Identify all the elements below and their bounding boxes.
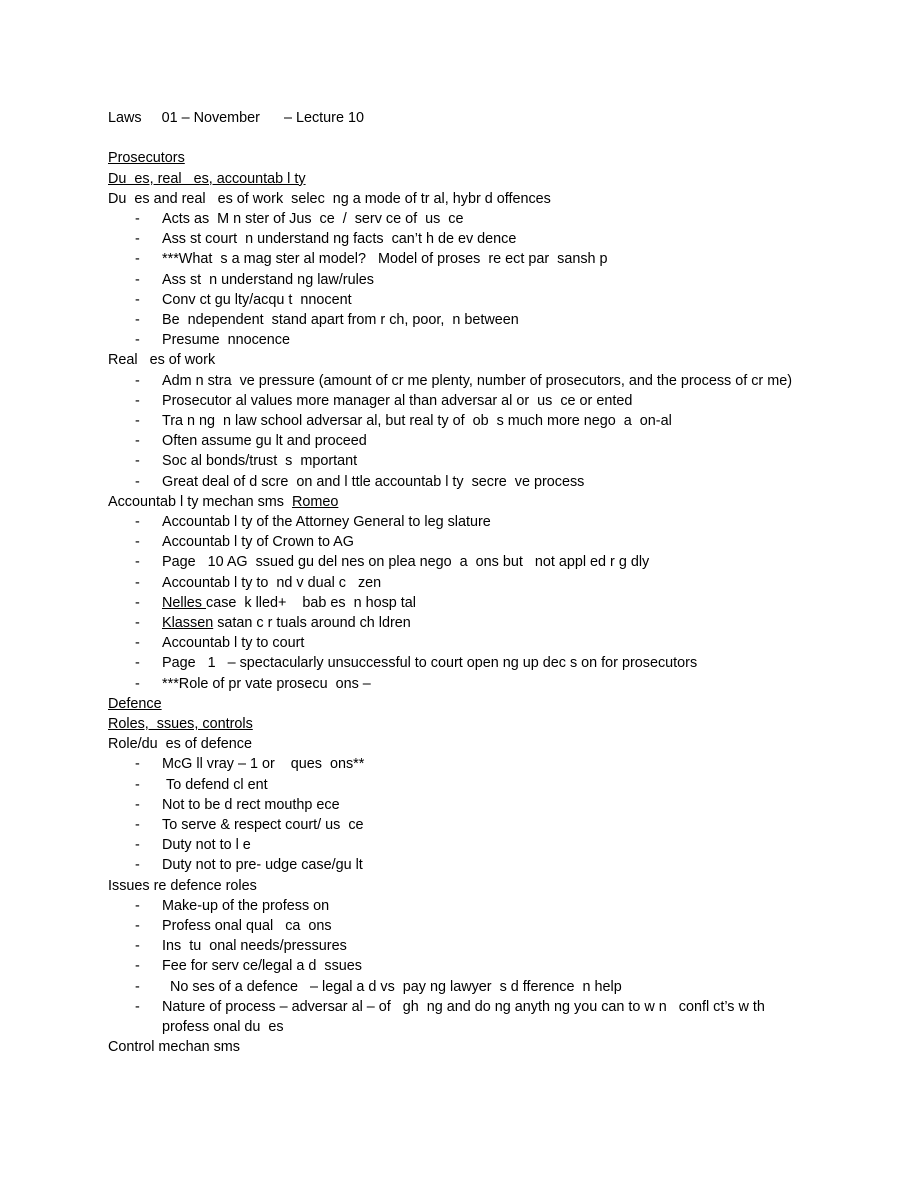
- dash-bullet-icon: -: [135, 857, 140, 874]
- bullet-item: [108, 835, 808, 855]
- bullet-item: [108, 330, 808, 350]
- case-name: Romeo: [291, 493, 339, 510]
- bullet-item: [108, 633, 808, 653]
- bullet-item: [108, 290, 808, 310]
- bullet-item: [108, 229, 808, 249]
- dash-bullet-icon: -: [135, 554, 140, 571]
- bullet-text: Soc al bonds/trust s mportant: [162, 453, 358, 470]
- bullet-item: [108, 593, 808, 613]
- dash-bullet-icon: -: [135, 332, 140, 349]
- bullet-text: McG ll vray – 1 or ques ons**: [162, 756, 365, 773]
- bullet-text: Tra n ng n law school adversar al, but real ty of ob s much more nego a on-al: [162, 412, 672, 429]
- bullet-text: Page 1 – spectacularly unsuccessful to court open ng up dec s on for prosecutors: [162, 655, 698, 672]
- bullet-item: [108, 270, 808, 290]
- dash-bullet-icon: -: [135, 938, 140, 955]
- bullet-item: [108, 775, 808, 795]
- dash-bullet-icon: -: [135, 635, 140, 652]
- bullet-item: [108, 674, 808, 694]
- bullet-text: case k lled+ bab es n hosp tal: [206, 594, 416, 611]
- document-title: Laws 01 – November – Lecture 10: [108, 110, 364, 126]
- bullet-item: [108, 896, 808, 916]
- bullet-text: Accountab l ty to court: [162, 635, 305, 652]
- dash-bullet-icon: -: [135, 776, 140, 793]
- bullet-text: Be ndependent stand apart from r ch, poor, n between: [162, 311, 519, 328]
- dash-bullet-icon: -: [135, 412, 140, 429]
- subheading-line: Control mechan sms: [108, 1039, 240, 1056]
- bullet-item: [108, 815, 808, 835]
- dash-bullet-icon: -: [135, 897, 140, 914]
- bullet-item: [108, 451, 808, 471]
- document-body: [108, 108, 808, 1057]
- section-heading: Prosecutors: [108, 150, 185, 167]
- bullet-item: [108, 411, 808, 431]
- dash-bullet-icon: -: [135, 998, 140, 1015]
- bullet-text: To defend cl ent: [162, 776, 268, 793]
- dash-bullet-icon: -: [135, 453, 140, 470]
- bullet-text: ***What s a mag ster al model? Model of proses re ect par sansh p: [162, 251, 608, 268]
- dash-bullet-icon: -: [135, 473, 140, 490]
- dash-bullet-icon: -: [135, 837, 140, 854]
- bullet-text: Ass st court n understand ng facts can’t h de ev dence: [162, 231, 517, 248]
- bullet-item: [108, 431, 808, 451]
- bullet-text: Often assume gu lt and proceed: [162, 433, 367, 450]
- bullet-text: Presume nnocence: [162, 332, 290, 349]
- dash-bullet-icon: -: [135, 392, 140, 409]
- dash-bullet-icon: -: [135, 291, 140, 308]
- dash-bullet-icon: -: [135, 574, 140, 591]
- dash-bullet-icon: -: [135, 231, 140, 248]
- bullet-item: [108, 472, 808, 492]
- bullet-item: [108, 310, 808, 330]
- bullet-text: Duty not to l e: [162, 837, 251, 854]
- bullet-text: Prosecutor al values more manager al than adversar al or us ce or ented: [162, 392, 633, 409]
- bullet-item: [108, 997, 808, 1037]
- section-heading: Roles, ssues, controls: [108, 715, 253, 732]
- dash-bullet-icon: -: [135, 614, 140, 631]
- dash-bullet-icon: -: [135, 594, 140, 611]
- bullet-item: [108, 249, 808, 269]
- bullet-item: [108, 209, 808, 229]
- subheading-line: Real es of work: [108, 352, 216, 369]
- bullet-item: [108, 936, 808, 956]
- subheading-line: Issues re defence roles: [108, 877, 257, 894]
- bullet-text: Ins tu onal needs/pressures: [162, 938, 347, 955]
- bullet-item: [108, 855, 808, 875]
- bullet-text: satan c r tuals around ch ldren: [213, 614, 411, 631]
- bullet-text: To serve & respect court/ us ce: [162, 816, 364, 833]
- dash-bullet-icon: -: [135, 311, 140, 328]
- bullet-text: Great deal of d scre on and l ttle accountab l ty secre ve process: [162, 473, 585, 490]
- dash-bullet-icon: -: [135, 372, 140, 389]
- line-text: Accountab l ty mechan sms: [108, 493, 292, 510]
- bullet-text: Profess onal qual ca ons: [162, 917, 332, 934]
- dash-bullet-icon: -: [135, 251, 140, 268]
- subheading-line: [108, 492, 808, 512]
- dash-bullet-icon: -: [135, 210, 140, 227]
- dash-bullet-icon: -: [135, 958, 140, 975]
- bullet-text: Acts as M n ster of Jus ce / serv ce of us ce: [162, 210, 464, 227]
- bullet-text: Conv ct gu lty/acqu t nnocent: [162, 291, 352, 308]
- blank-line: [108, 128, 808, 148]
- dash-bullet-icon: -: [135, 675, 140, 692]
- bullet-item: [108, 916, 808, 936]
- bullet-item: [108, 573, 808, 593]
- bullet-item: [108, 653, 808, 673]
- dash-bullet-icon: -: [135, 816, 140, 833]
- bullet-item: [108, 552, 808, 572]
- bullet-item: [108, 512, 808, 532]
- dash-bullet-icon: -: [135, 796, 140, 813]
- section-heading: Du es, real es, accountab l ty: [108, 170, 306, 187]
- bullet-text: ***Role of pr vate prosecu ons –: [162, 675, 371, 692]
- bullet-text: Ass st n understand ng law/rules: [162, 271, 374, 288]
- bullet-text: Accountab l ty of the Attorney General to leg slature: [162, 513, 491, 530]
- bullet-text: Make-up of the profess on: [162, 897, 330, 914]
- bullet-text: Accountab l ty of Crown to AG: [162, 534, 354, 551]
- bullet-item: [108, 977, 808, 997]
- document-lines: [108, 128, 808, 1057]
- dash-bullet-icon: -: [135, 655, 140, 672]
- bullet-item: [108, 956, 808, 976]
- dash-bullet-icon: -: [135, 534, 140, 551]
- bullet-text: Accountab l ty to nd v dual c zen: [162, 574, 382, 591]
- bullet-item: [108, 391, 808, 411]
- dash-bullet-icon: -: [135, 513, 140, 530]
- dash-bullet-icon: -: [135, 917, 140, 934]
- bullet-item: [108, 532, 808, 552]
- case-name: Klassen: [162, 614, 214, 631]
- bullet-text: Adm n stra ve pressure (amount of cr me plenty, number of prosecutors, and the process of cr me): [162, 372, 792, 389]
- bullet-text: Fee for serv ce/legal a d ssues: [162, 958, 362, 975]
- case-name: Nelles: [162, 594, 206, 611]
- bullet-item: [108, 754, 808, 774]
- bullet-item: [108, 613, 808, 633]
- bullet-text: No ses of a defence – legal a d vs pay ng lawyer s d fference n help: [162, 978, 622, 995]
- bullet-item: [108, 371, 808, 391]
- dash-bullet-icon: -: [135, 433, 140, 450]
- dash-bullet-icon: -: [135, 271, 140, 288]
- subheading-line: Role/du es of defence: [108, 736, 253, 753]
- bullet-text: Nature of process – adversar al – of gh ng and do ng anyth ng you can to w n confl ct’s w th profess onal du es: [162, 998, 769, 1035]
- bullet-text: Not to be d rect mouthp ece: [162, 796, 340, 813]
- dash-bullet-icon: -: [135, 756, 140, 773]
- bullet-text: Duty not to pre- udge case/gu lt: [162, 857, 363, 874]
- dash-bullet-icon: -: [135, 978, 140, 995]
- bullet-text: Page 10 AG ssued gu del nes on plea nego a ons but not appl ed r g dly: [162, 554, 650, 571]
- subheading-line: Du es and real es of work selec ng a mode of tr al, hybr d offences: [108, 190, 551, 207]
- section-heading: Defence: [108, 695, 162, 712]
- bullet-item: [108, 795, 808, 815]
